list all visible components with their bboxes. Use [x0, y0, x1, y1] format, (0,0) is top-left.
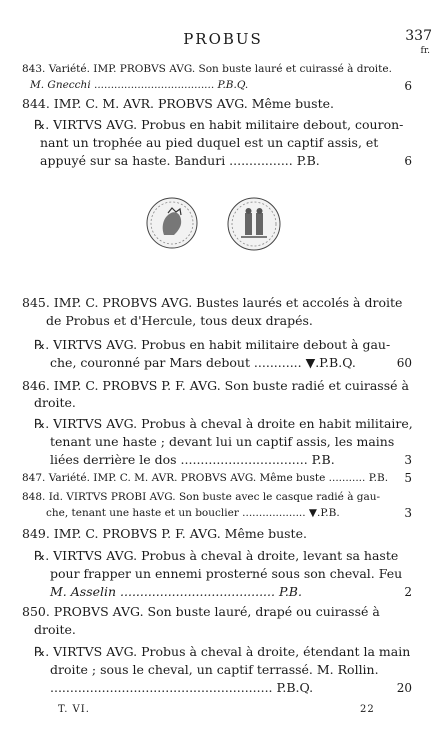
text-line: 844. IMP. C. M. AVR. PROBVS AVG. Même buste.: [22, 96, 334, 111]
text-line: liées derrière le dos ................................ P.B.: [50, 452, 335, 467]
text-line: ........................................................ P.B.Q.: [50, 680, 314, 695]
text-line: nant un trophée au pied duquel est un captif assis, et: [40, 135, 379, 150]
price: 6: [404, 154, 412, 168]
coin-obverse-image: [146, 197, 198, 249]
currency-label: fr.: [420, 46, 430, 56]
text-line: 846. IMP. C. PROBVS P. F. AVG. Son buste radié et cuirassé à: [22, 378, 409, 393]
price: 6: [404, 79, 412, 93]
text-line: droite.: [34, 395, 76, 410]
text-line: 845. IMP. C. PROBVS AVG. Bustes laurés et accolés à droite: [22, 295, 403, 310]
text-line: ℞. VIRTVS AVG. Probus à cheval à droite, étendant la main: [34, 644, 411, 659]
text-line: pour frapper un ennemi prosterné sous son cheval. Feu: [50, 566, 403, 581]
text-line: droite.: [34, 622, 76, 637]
text-line: droite ; sous le cheval, un captif terrassé. M. Rollin.: [50, 662, 379, 677]
price: 3: [404, 453, 412, 467]
price: 20: [396, 681, 412, 695]
text-line: ℞. VIRTVS AVG. Probus en habit militaire debout, couron-: [34, 117, 404, 132]
text-line: tenant une haste ; devant lui un captif assis, les mains: [50, 434, 395, 449]
text-line: ℞. VIRTVS AVG. Probus en habit militaire debout à gau-: [34, 337, 391, 352]
text-line: 850. PROBVS AVG. Son buste lauré, drapé ou cuirassé à: [22, 604, 380, 619]
price: 60: [396, 356, 412, 370]
text-line: che, couronné par Mars debout ............ ▼.P.B.Q.: [50, 355, 356, 370]
price: 5: [404, 471, 412, 485]
coin-reverse-image: [227, 197, 281, 251]
text-line: ℞. VIRTVS AVG. Probus à cheval à droite en habit militaire,: [34, 416, 413, 431]
text-line: che, tenant une haste et un bouclier ................... ▼.P.B.: [46, 507, 340, 519]
text-line: 849. IMP. C. PROBVS P. F. AVG. Même buste.: [22, 526, 307, 541]
footer-signature: 22: [360, 704, 375, 715]
text-line: M. Asselin ....................................... P.B.: [50, 584, 302, 599]
footer-volume: T. VI.: [58, 704, 90, 715]
text-line: de Probus et d'Hercule, tous deux drapés.: [46, 313, 313, 328]
text-line: M. Gnecchi .................................... P.B.Q.: [30, 79, 249, 91]
text-line: appuyé sur sa haste. Banduri ................ P.B.: [40, 153, 320, 168]
text-line: 847. Variété. IMP. C. M. AVR. PROBVS AVG. Même buste ........... P.B.: [22, 472, 389, 484]
text-line: 848. Id. VIRTVS PROBI AVG. Son buste avec le casque radié à gau-: [22, 491, 381, 503]
price: 2: [404, 585, 412, 599]
text-line: 843. Variété. IMP. PROBVS AVG. Son buste lauré et cuirassé à droite.: [22, 63, 392, 75]
price: 3: [404, 506, 412, 520]
text-line: ℞. VIRTVS AVG. Probus à cheval à droite, levant sa haste: [34, 548, 399, 563]
page-title: PROBUS: [183, 30, 263, 48]
page-number: 337: [405, 28, 432, 44]
